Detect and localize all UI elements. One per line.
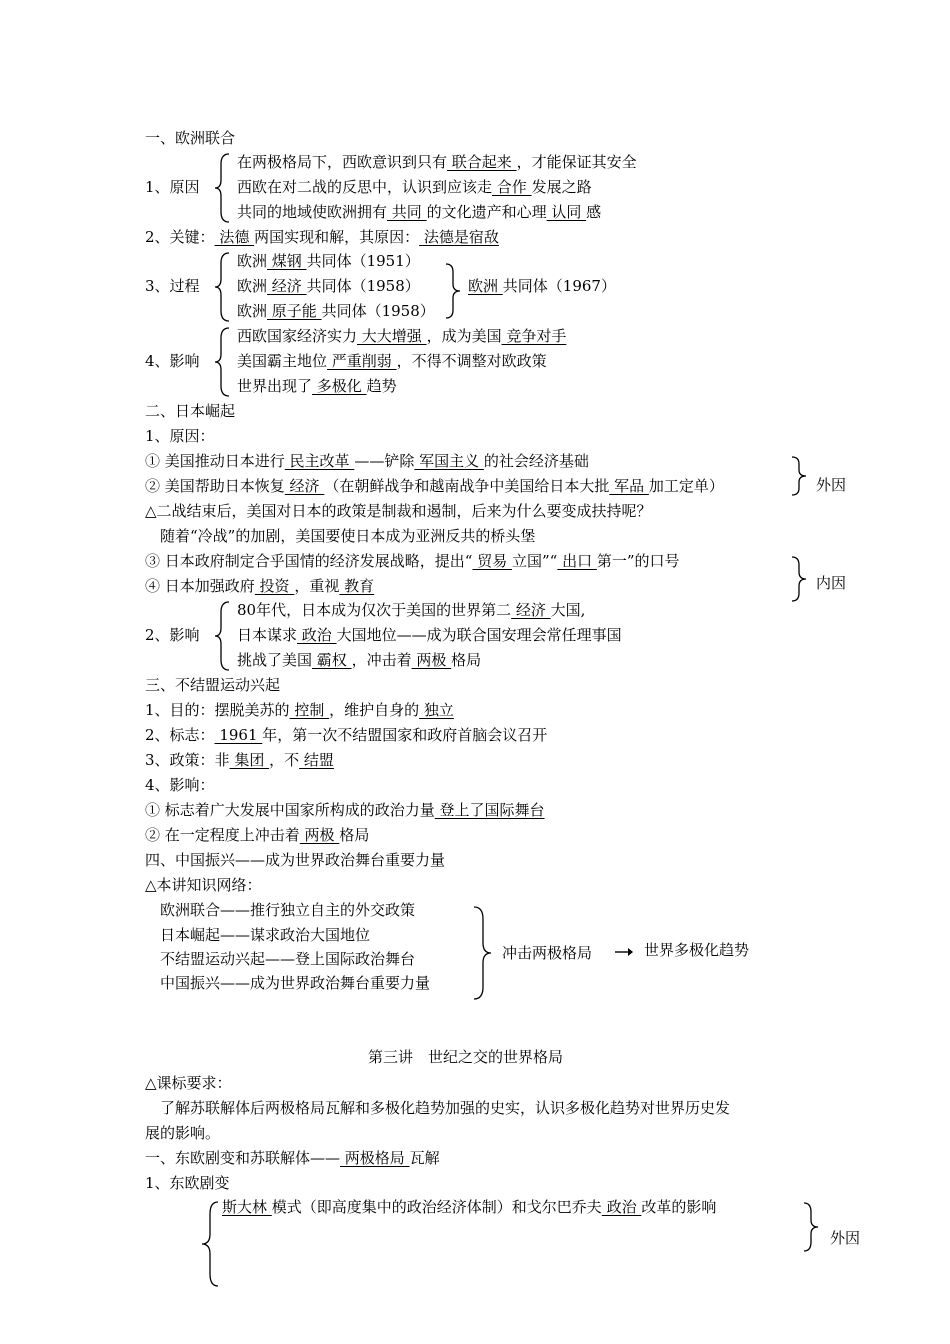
key-line: 2、关键： 法德 两国实现和解，其原因： 法德是宿敌 [145, 228, 499, 246]
japan-impact-3: 挑战了美国 霸权 ，冲击着 两极 格局 [237, 651, 482, 669]
japan-answer: 随着“冷战”的加剧，美国要使日本成为亚洲反共的桥头堡 [160, 527, 536, 545]
right-arrow-icon [614, 946, 634, 958]
japan-reason-2: ② 美国帮助日本恢复 经济 （在朝鲜战争和越南战争中美国给日本大批 军品 加工定单） [145, 477, 724, 495]
process-line-2: 欧洲 经济 共同体（1958） [237, 277, 420, 295]
nam-impact-label: 4、影响： [145, 776, 215, 794]
reason-line-2: 西欧在对二战的反思中，认识到应该走 合作 发展之路 [237, 178, 592, 196]
nam-policy: 3、政策：非 集团 ，不 结盟 [145, 751, 334, 769]
requirements-line-1: 了解苏联解体后两极格局瓦解和多极化趋势加强的史实，认识多极化趋势对世界历史发 [160, 1099, 731, 1117]
reason-line-3: 共同的地域使欧洲拥有 共同 的文化遗产和心理 认同 感 [237, 203, 602, 221]
nam-impact-1: ① 标志着广大发展中国家所构成的政治力量 登上了国际舞台 [145, 801, 545, 819]
reason-label: 1、原因 [145, 178, 200, 196]
network-title: △本讲知识网络： [145, 876, 262, 894]
reason-line-1: 在两极格局下，西欧意识到只有 联合起来 ，才能保证其安全 [237, 153, 637, 171]
brace-right [472, 905, 494, 1001]
brace [200, 1200, 222, 1288]
japan-question: △二战结束后，美国对日本的政策是制裁和遏制，后来为什么要变成扶持呢？ [145, 502, 652, 520]
section-4-title: 四、中国振兴——成为世界政治舞台重要力量 [145, 851, 446, 869]
nam-purpose: 1、目的：摆脱美苏的 控制 ，维护自身的 独立 [145, 701, 454, 719]
section-1-title: 一、欧洲联合 [145, 129, 236, 147]
impact-label: 4、影响 [145, 352, 200, 370]
japan-reason-3: ③ 日本政府制定合乎国情的经济发展战略，提出“ 贸易 立国”“ 出口 第一”的口号 [145, 552, 680, 570]
network-item-2: 日本崛起——谋求政治大国地位 [160, 926, 371, 944]
network-result: 世界多极化趋势 [644, 941, 750, 959]
process-result: 欧洲 共同体（1967） [468, 277, 616, 295]
eastern-europe-outer-cause: 外因 [830, 1229, 861, 1247]
impact-line-2: 美国霸主地位 严重削弱 ，不得不调整对欧政策 [237, 352, 547, 370]
section-2-title: 二、日本崛起 [145, 402, 236, 420]
nam-impact-2: ② 在一定程度上冲击着 两极 格局 [145, 826, 370, 844]
japan-reason-4: ④ 日本加强政府 投资 ，重视 教育 [145, 577, 375, 595]
eastern-europe-line-1: 斯大林 模式（即高度集中的政治经济体制）和戈尔巴乔夫 政治 改革的影响 [222, 1198, 717, 1216]
japan-impact-label: 2、影响 [145, 626, 200, 644]
network-item-4: 中国振兴——成为世界政治舞台重要力量 [160, 974, 431, 992]
network-mid: 冲击两极格局 [502, 944, 593, 962]
brace-right [790, 555, 808, 603]
requirements-title: △课标要求： [145, 1074, 232, 1092]
requirements-line-2: 展的影响。 [145, 1124, 221, 1142]
nam-sign: 2、标志： 1961 年，第一次不结盟国家和政府首脑会议召开 [145, 726, 548, 744]
brace-right [802, 1201, 820, 1253]
brace [213, 152, 233, 224]
process-label: 3、过程 [145, 277, 200, 295]
brace [213, 600, 233, 672]
brace [213, 251, 233, 323]
brace [213, 326, 233, 398]
impact-line-3: 世界出现了 多极化 趋势 [237, 377, 397, 395]
impact-line-1: 西欧国家经济实力 大大增强 ，成为美国 竞争对手 [237, 327, 567, 345]
inner-cause-label: 内因 [816, 574, 847, 592]
network-item-3: 不结盟运动兴起——登上国际政治舞台 [160, 950, 416, 968]
section-3-title: 三、不结盟运动兴起 [145, 676, 281, 694]
lecture-title: 第三讲 世纪之交的世界格局 [368, 1048, 564, 1066]
process-line-3: 欧洲 原子能 共同体（1958） [237, 302, 435, 320]
network-item-1: 欧洲联合——推行独立自主的外交政策 [160, 901, 416, 919]
japan-reason-label: 1、原因： [145, 427, 215, 445]
process-line-1: 欧洲 煤钢 共同体（1951） [237, 252, 420, 270]
japan-reason-1: ① 美国推动日本进行 民主改革 ——铲除 军国主义 的社会经济基础 [145, 452, 589, 470]
lecture-section-1: 一、东欧剧变和苏联解体—— 两极格局 瓦解 [145, 1149, 440, 1167]
japan-impact-1: 80年代，日本成为仅次于美国的世界第二 经济 大国, [237, 601, 586, 619]
japan-impact-2: 日本谋求 政治 大国地位——成为联合国安理会常任理事国 [237, 626, 622, 644]
outer-cause-label: 外因 [816, 476, 847, 494]
eastern-europe-subtitle: 1、东欧剧变 [145, 1174, 230, 1192]
brace-right [790, 455, 808, 497]
brace-right [444, 262, 462, 320]
